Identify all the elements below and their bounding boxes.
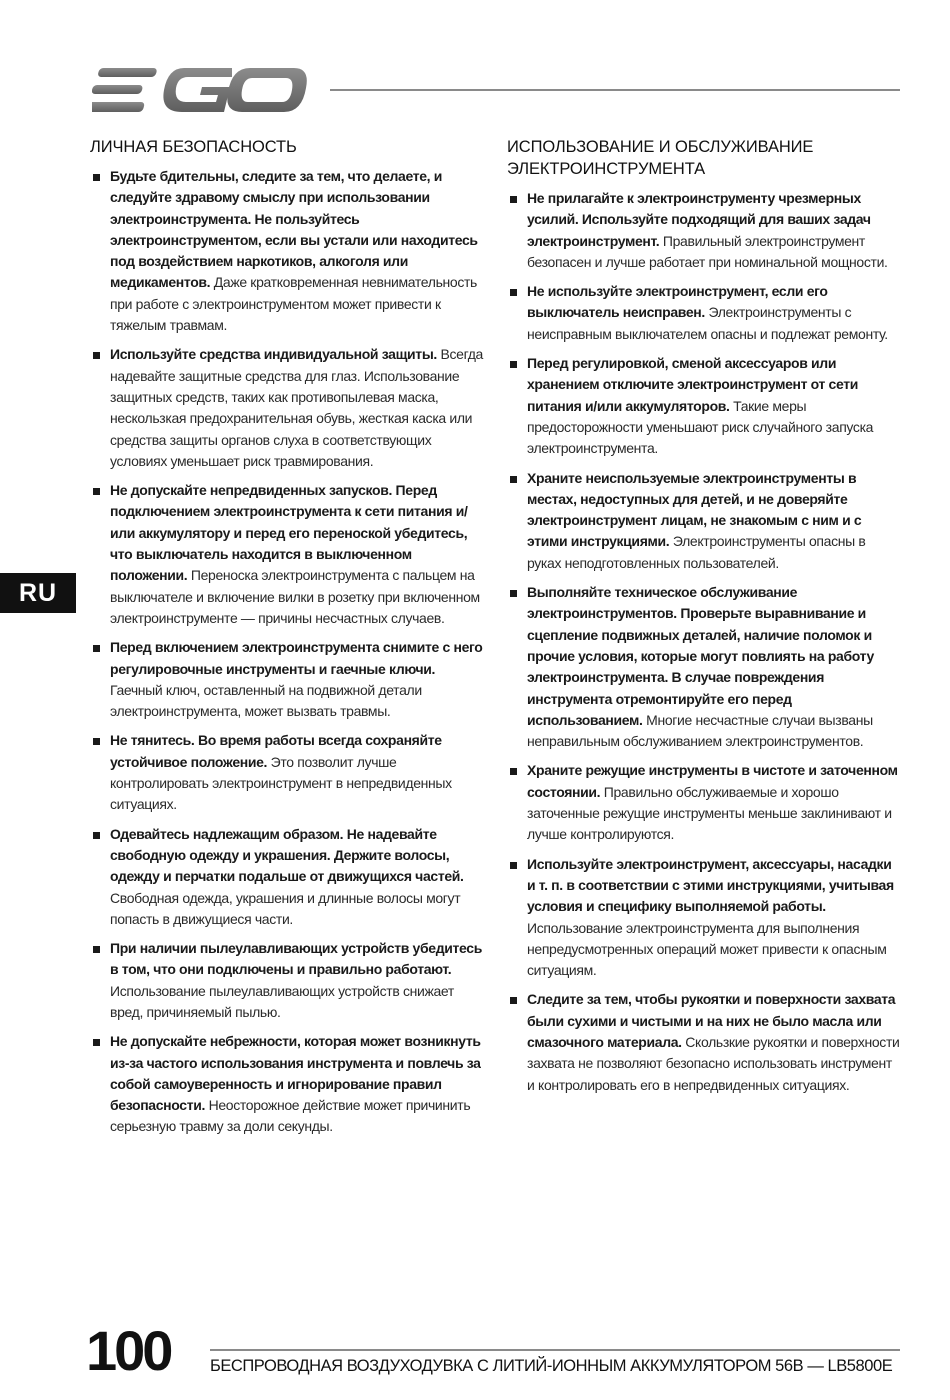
language-tab-ru <box>0 573 76 613</box>
footer-title: БЕСПРОВОДНАЯ ВОЗДУХОДУВКА С ЛИТИЙ-ИОННЫМ АККУМУЛЯТОРОМ 56В — LB5800E <box>210 1357 893 1375</box>
bullet-icon <box>93 645 100 652</box>
item-lead: Используйте электроинструмент, аксессуары, насадки и т. п. в соответствии с этими инструкциями, учитывая условия и специфику выполняемой работы. <box>527 855 894 915</box>
item-body: Правильный электроинструмент безопасен и лучше работает при номинальной мощности. <box>527 232 888 270</box>
item-body: Переноска электроинструмента с пальцем на выключателе и включение вилки в розетку при включенном электроинструменте — причины несчастных случаев. <box>110 567 480 626</box>
bullet-icon <box>93 488 100 495</box>
list-item <box>90 730 485 815</box>
list-item <box>507 989 902 1095</box>
item-lead: Не прилагайте к электроинструменту чрезмерных усилий. Используйте подходящий для ваших задач электроинструмент. <box>527 190 871 249</box>
item-lead: Следите за тем, чтобы рукоятки и поверхности захвата были сухими и чистыми и на них не было масла или смазочного материала. <box>527 991 896 1050</box>
list-item <box>90 480 485 629</box>
personal-safety-section <box>90 136 485 1146</box>
item-lead: Не используйте электроинструмент, если его выключатель неисправен. <box>527 283 828 321</box>
item-lead: Не допускайте непредвиденных запусков. Перед подключением электроинструмента к сети питания и/или аккумулятору и перед его переноской убедитесь, что выключатель находится в выключенном положении. <box>110 482 468 584</box>
footer-rule <box>210 1349 900 1351</box>
bullet-icon <box>510 590 517 597</box>
item-body: Многие несчастные случаи вызваны неправильным обслуживанием электроинструментов. <box>527 711 873 750</box>
item-body: Неосторожное действие может причинить серьезную травму за доли секунды. <box>110 1097 471 1135</box>
item-body: Использование пылеулавливающих устройств снижает вред, причиняемый пылью. <box>110 982 454 1020</box>
item-lead: Используйте средства индивидуальной защиты. <box>110 346 437 363</box>
item-body: Гаечный ключ, оставленный на подвижной детали электроинструмента, может вызвать травмы. <box>110 681 422 720</box>
section-heading: ЛИЧНАЯ БЕЗОПАСНОСТЬ <box>90 138 297 156</box>
section-heading: ИСПОЛЬЗОВАНИЕ И ОБСЛУЖИВАНИЕ ЭЛЕКТРОИНСТРУМЕНТА <box>507 138 814 178</box>
list-item <box>507 854 902 982</box>
bullet-icon <box>510 196 517 203</box>
item-body: Использование электроинструмента для выполнения непредусмотренных операций может привести к опасным ситуациям. <box>527 919 887 979</box>
list-item <box>507 188 902 273</box>
header-rule <box>330 89 900 91</box>
bullet-icon <box>510 862 517 869</box>
list-item <box>90 166 485 336</box>
item-lead: Храните неиспользуемые электроинструменты в местах, недоступных для детей, и не доверяйте электроинструмент лицам, не знакомым с ним и с этими инструкциями. <box>527 469 862 550</box>
item-body: Это позволит лучше контролировать электроинструмент в непредвиденных ситуациях. <box>110 753 452 813</box>
item-lead: Одевайтесь надлежащим образом. Не надевайте свободную одежду и украшения. Держите волосы, одежду и перчатки подальше от движущихся частей. <box>110 825 464 885</box>
list-item <box>507 582 902 752</box>
item-lead: Перед регулировкой, сменой аксессуаров или хранением отключите электроинструмент от сети питания и/или аккумуляторов. <box>527 355 859 414</box>
item-body: Всегда надевайте защитные средства для глаз. Использование защитных средств, таких как противопылевая маска, нескользкая предохранительная обувь, жесткая каска или средства защиты органов слуха в соответствующих условиях уменьшает риск травмирования. <box>110 346 483 469</box>
bullet-icon <box>510 476 517 483</box>
tool-use-care-section <box>507 136 902 1104</box>
safety-list <box>507 188 902 1096</box>
item-body: Электроинструменты с неисправным выключателем опасны и подлежат ремонту. <box>527 304 888 342</box>
list-item <box>90 1031 485 1137</box>
item-lead: Храните режущие инструменты в чистоте и заточенном состоянии. <box>527 762 898 800</box>
item-lead: При наличии пылеулавливающих устройств убедитесь в том, что они подключены и правильно работают. <box>110 940 482 978</box>
bullet-icon <box>93 738 100 745</box>
item-body: Даже кратковременная невнимательность при работе с электроинструментом может привести к тяжелым травмам. <box>110 274 477 334</box>
list-item <box>90 824 485 930</box>
bullet-icon <box>93 946 100 953</box>
bullet-icon <box>93 1039 100 1046</box>
item-lead: Не допускайте небрежности, которая может возникнуть из-за частого использования инструмента и повлечь за собой самоуверенность и игнорирование правил безопасности. <box>110 1033 481 1114</box>
item-body: Свободная одежда, украшения и длинные волосы могут попасть в движущиеся части. <box>110 889 461 927</box>
list-item <box>507 468 902 574</box>
list-item <box>507 281 902 345</box>
safety-list <box>90 166 485 1138</box>
list-item <box>90 637 485 722</box>
item-lead: Не тянитесь. Во время работы всегда сохраняйте устойчивое положение. <box>110 732 442 770</box>
bullet-icon <box>510 289 517 296</box>
item-body: Такие меры предосторожности уменьшают риск случайного запуска электроинструмента. <box>527 397 874 457</box>
list-item <box>507 760 902 845</box>
item-lead: Выполняйте техническое обслуживание электроинструментов. Проверьте выравнивание и сцепление подвижных деталей, наличие поломок и прочие условия, которые могут повлиять на работу электроинструмента. В случае повреждения инструмента отремонтируйте его перед использованием. <box>527 584 874 728</box>
bullet-icon <box>510 768 517 775</box>
item-lead: Будьте бдительны, следите за тем, что делаете, и следуйте здравому смыслу при использовании электроинструмента. Не пользуйтесь электроинструментом, если вы устали или находитесь под воздействием наркотиков, алкоголя или медикаментов. <box>110 168 478 291</box>
item-body: Скользкие рукоятки и поверхности захвата не позволяют безопасно использовать инструмент и контролировать его в непредвиденных ситуациях. <box>527 1033 900 1093</box>
bullet-icon <box>510 997 517 1004</box>
item-lead: Перед включением электроинструмента снимите с него регулировочные инструменты и гаечные ключи. <box>110 639 483 677</box>
language-tab-label: RU <box>18 578 58 607</box>
bullet-icon <box>93 352 100 359</box>
page-number: 100 <box>86 1319 171 1382</box>
list-item <box>90 938 485 1023</box>
ego-logo <box>92 66 308 114</box>
bullet-icon <box>510 361 517 368</box>
bullet-icon <box>93 174 100 181</box>
list-item <box>90 344 485 472</box>
bullet-icon <box>93 832 100 839</box>
item-body: Электроинструменты опасны в руках неподготовленных пользователей. <box>527 533 866 571</box>
item-body: Правильно обслуживаемые и хорошо заточенные режущие инструменты меньше заклинивают и лучше контролируются. <box>527 783 892 843</box>
list-item <box>507 353 902 459</box>
